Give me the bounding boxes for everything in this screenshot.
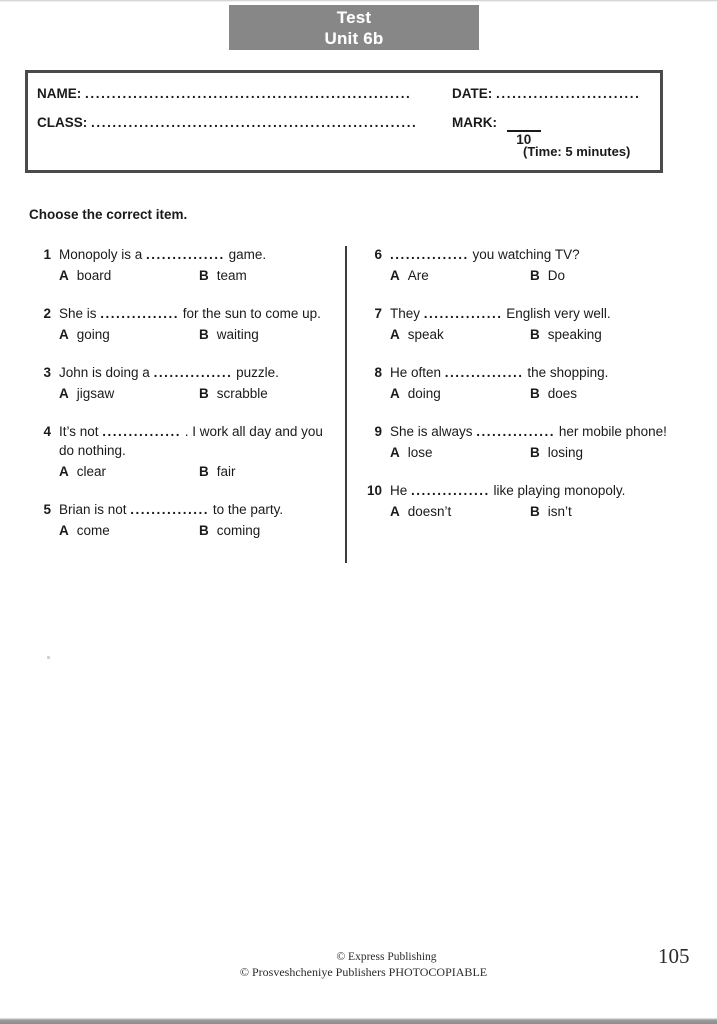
option-a-value: clear <box>76 464 107 479</box>
column-divider <box>345 246 347 563</box>
option-a[interactable] <box>390 325 530 344</box>
option-b[interactable] <box>530 325 602 344</box>
option-a[interactable] <box>390 443 530 462</box>
page-top-edge <box>0 0 717 2</box>
question-text-after-blank: . I work all day and you do nothing. <box>59 424 323 458</box>
question-stem <box>29 363 329 382</box>
answer-blank[interactable]: ............... <box>411 483 490 498</box>
footer-express-publishing: © Express Publishing <box>336 951 437 963</box>
banner-line-test: Test <box>336 7 372 27</box>
question-text <box>390 245 680 264</box>
option-b-value: isn’t <box>547 504 572 519</box>
question-number: 1 <box>43 247 51 262</box>
time-limit-note: (Time: 5 minutes) <box>523 144 631 159</box>
class-field-row <box>37 115 417 130</box>
option-a-letter: A <box>59 464 69 479</box>
question-item <box>360 481 680 521</box>
option-b-value: waiting <box>216 327 259 342</box>
option-b-value: does <box>547 386 578 401</box>
option-a[interactable] <box>59 521 199 540</box>
scan-speck <box>47 656 50 659</box>
option-a-letter: A <box>390 445 400 460</box>
question-stem <box>29 304 329 323</box>
option-b-letter: B <box>530 327 540 342</box>
answer-blank[interactable]: ............... <box>102 424 182 439</box>
option-b[interactable] <box>530 443 583 462</box>
question-text-after-blank: game. <box>224 247 267 262</box>
question-stem <box>360 422 680 441</box>
option-a-letter: A <box>390 386 400 401</box>
question-stem <box>360 481 680 500</box>
question-text-after-blank: for the sun to come up. <box>179 306 321 321</box>
option-a[interactable] <box>59 325 199 344</box>
page-bottom-edge <box>0 1018 717 1024</box>
answer-blank[interactable]: ............... <box>476 424 556 439</box>
question-options <box>29 462 329 481</box>
answer-blank[interactable]: ............... <box>390 247 469 262</box>
question-text-before-blank: John is doing a <box>59 365 154 380</box>
option-b-value: speaking <box>547 327 602 342</box>
question-item <box>29 422 329 481</box>
question-text <box>59 363 329 382</box>
question-text-before-blank: Monopoly is a <box>59 247 147 262</box>
question-options <box>360 502 680 521</box>
option-a[interactable] <box>59 266 199 285</box>
answer-blank[interactable]: ............... <box>130 502 210 517</box>
option-b-letter: B <box>530 445 540 460</box>
option-b-letter: B <box>530 268 540 283</box>
option-b-value: Do <box>547 268 566 283</box>
question-text-before-blank: They <box>390 306 424 321</box>
question-text-after-blank: you watching TV? <box>468 247 580 262</box>
answer-blank[interactable]: ............... <box>423 306 503 321</box>
option-a-value: Are <box>407 268 429 283</box>
option-a-value: jigsaw <box>76 386 115 401</box>
question-stem <box>360 363 680 382</box>
question-text-after-blank: English very well. <box>502 306 611 321</box>
option-b[interactable] <box>199 384 268 403</box>
option-a-value: doesn’t <box>407 504 452 519</box>
question-options <box>29 266 329 285</box>
question-options <box>360 325 680 344</box>
mark-field-row <box>452 115 541 147</box>
option-b-value: fair <box>216 464 236 479</box>
answer-blank[interactable]: ............... <box>153 365 233 380</box>
question-item <box>29 304 329 344</box>
option-a-letter: A <box>390 504 400 519</box>
option-a[interactable] <box>59 384 199 403</box>
name-field-row <box>37 86 411 101</box>
question-options <box>29 325 329 344</box>
page-number: 105 <box>658 944 690 968</box>
answer-blank[interactable]: ............... <box>146 247 225 262</box>
name-label: NAME: <box>37 86 82 101</box>
option-a-value: board <box>76 268 112 283</box>
option-a-letter: A <box>390 327 400 342</box>
question-stem <box>360 304 680 323</box>
option-a-letter: A <box>390 268 400 283</box>
option-a-value: speak <box>407 327 444 342</box>
question-text-after-blank: puzzle. <box>232 365 279 380</box>
answer-blank[interactable]: ............... <box>100 306 180 321</box>
option-b-letter: B <box>199 523 209 538</box>
question-text-after-blank: her mobile phone! <box>555 424 667 439</box>
date-input-line[interactable]: ........................... <box>496 86 641 101</box>
date-field-row <box>452 86 641 101</box>
mark-label: MARK: <box>452 115 497 130</box>
question-text-after-blank: to the party. <box>209 502 284 517</box>
question-column-right <box>360 245 680 540</box>
question-number: 8 <box>374 365 382 380</box>
option-a[interactable] <box>390 502 530 521</box>
question-options <box>360 266 680 285</box>
option-b[interactable] <box>199 325 259 344</box>
option-b-value: team <box>216 268 247 283</box>
option-b-letter: B <box>530 386 540 401</box>
option-b-letter: B <box>199 464 209 479</box>
option-b-letter: B <box>199 327 209 342</box>
option-b-letter: B <box>530 504 540 519</box>
question-number: 10 <box>366 483 382 498</box>
question-number: 5 <box>43 502 51 517</box>
option-b-value: losing <box>547 445 584 460</box>
question-text-before-blank: She is always <box>390 424 477 439</box>
question-item <box>29 363 329 403</box>
option-b[interactable] <box>199 462 236 481</box>
option-a-value: come <box>76 523 110 538</box>
option-a-value: lose <box>407 445 433 460</box>
question-number: 7 <box>374 306 382 321</box>
option-b[interactable] <box>530 502 572 521</box>
option-a[interactable] <box>390 384 530 403</box>
question-item <box>360 363 680 403</box>
question-text <box>390 304 680 323</box>
question-text-before-blank: She is <box>59 306 101 321</box>
option-a-letter: A <box>59 386 69 401</box>
question-stem <box>360 245 680 264</box>
option-a[interactable] <box>59 462 199 481</box>
question-text-before-blank: It’s not <box>59 424 103 439</box>
option-a-value: going <box>76 327 110 342</box>
exercise-instruction: Choose the correct item. <box>29 207 188 222</box>
question-number: 4 <box>43 424 51 439</box>
option-a[interactable] <box>390 266 530 285</box>
question-text <box>59 500 329 519</box>
question-text-after-blank: like playing monopoly. <box>489 483 626 498</box>
question-number: 3 <box>43 365 51 380</box>
date-label: DATE: <box>452 86 493 101</box>
option-b[interactable] <box>199 266 247 285</box>
option-b[interactable] <box>530 384 577 403</box>
question-stem <box>29 500 329 519</box>
mark-total: 10 <box>516 132 532 147</box>
question-options <box>360 443 680 462</box>
option-b[interactable] <box>199 521 260 540</box>
question-number: 9 <box>374 424 382 439</box>
test-title-banner <box>229 5 479 50</box>
option-a-letter: A <box>59 523 69 538</box>
question-text <box>390 422 680 441</box>
question-options <box>29 521 329 540</box>
question-item <box>360 422 680 462</box>
question-text-before-blank: He <box>390 483 412 498</box>
question-column-left <box>29 245 329 559</box>
option-a-value: doing <box>407 386 441 401</box>
question-item <box>360 245 680 285</box>
option-a-letter: A <box>59 327 69 342</box>
option-b-letter: B <box>199 386 209 401</box>
option-b-letter: B <box>199 268 209 283</box>
question-text <box>59 245 329 264</box>
option-b-value: coming <box>216 523 261 538</box>
option-a-letter: A <box>59 268 69 283</box>
question-stem <box>29 422 329 460</box>
question-item <box>29 245 329 285</box>
question-item <box>29 500 329 540</box>
question-number: 6 <box>374 247 382 262</box>
banner-line-unit: Unit 6b <box>324 28 384 48</box>
student-details-box <box>25 70 663 173</box>
question-item <box>360 304 680 344</box>
answer-blank[interactable]: ............... <box>444 365 524 380</box>
question-text <box>59 304 329 323</box>
question-text-before-blank: He often <box>390 365 445 380</box>
footer-prosveshcheniye: © Prosveshcheniye Publishers PHOTOCOPIABLE <box>239 965 488 979</box>
question-options <box>360 384 680 403</box>
class-input-line[interactable]: ............................................................. <box>91 115 418 130</box>
question-text-before-blank: Brian is not <box>59 502 131 517</box>
name-input-line[interactable]: ............................................................. <box>85 86 412 101</box>
question-number: 2 <box>43 306 51 321</box>
question-stem <box>29 245 329 264</box>
class-label: CLASS: <box>37 115 88 130</box>
question-text <box>390 481 680 500</box>
question-options <box>29 384 329 403</box>
option-b-value: scrabble <box>216 386 268 401</box>
question-text <box>59 422 329 460</box>
question-text-after-blank: the shopping. <box>523 365 609 380</box>
option-b[interactable] <box>530 266 565 285</box>
question-text <box>390 363 680 382</box>
